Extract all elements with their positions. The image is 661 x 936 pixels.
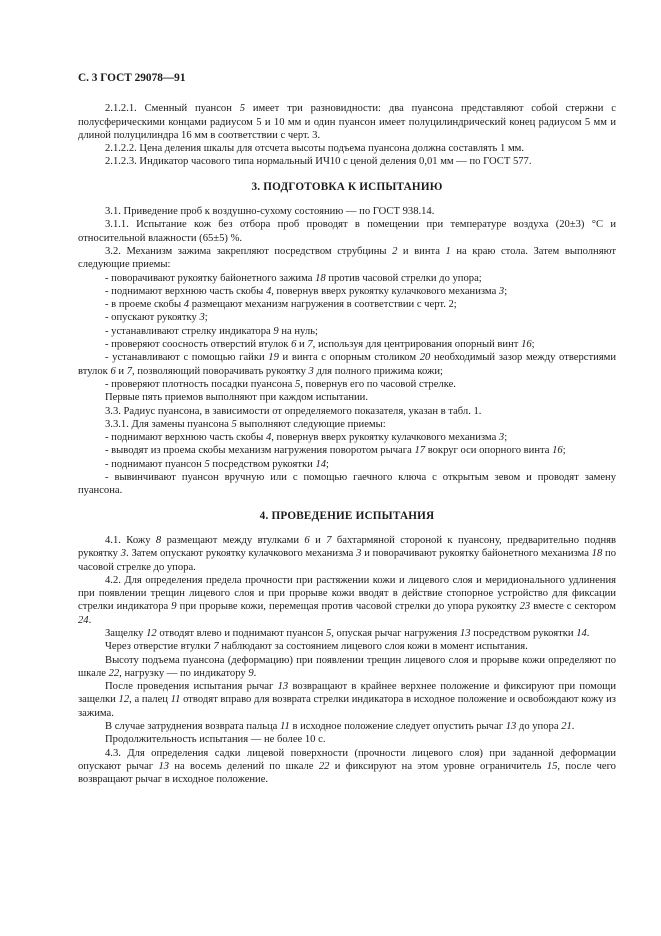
list-item: - поднимают верхнюю часть скобы 4, повернув вверх рукоятку кулачкового механизма 3; [105, 432, 508, 444]
paragraph: 2.1.2.2. Цена деления шкалы для отсчета высоты подъема пуансона должна составлять 1 мм. [105, 143, 525, 155]
page-header: С. 3 ГОСТ 29078—91 [78, 72, 186, 84]
paragraph: 3.1.1. Испытание кож без отбора проб проводят в помещении при температуре воздуха (20±3) °С и относительной влажности (65±5) %. [78, 219, 616, 244]
section-4-body [78, 534, 616, 787]
list-item: - опускают рукоятку 3; [105, 312, 208, 324]
paragraph: Защелку 12 отводят влево и поднимают пуансон 5, опуская рычаг нагружения 13 посредством рукоятки 14. [105, 627, 590, 639]
paragraph: В случае затруднения возврата пальца 11 в исходное положение следует опустить рычаг 13 до упора 21. [105, 721, 575, 733]
list-item: - поворачивают рукоятку байонетного зажима 18 против часовой стрелки до упора; [105, 272, 482, 284]
paragraph: Высоту подъема пуансона (деформацию) при появлении трещин лицевого слоя и прорыве кожи определяют по шкале 22, нагрузку — по индикатору 9. [78, 654, 616, 679]
paragraph: 2.1.2.3. Индикатор часового типа нормальный ИЧ10 с ценой деления 0,01 мм — по ГОСТ 577. [105, 156, 532, 168]
list-item: - вывинчивают пуансон вручную или с помощью гаечного ключа с открытым зевом и проводят замену пуансона. [78, 472, 616, 497]
paragraph: 3.2. Механизм зажима закрепляют посредством струбцины 2 и винта 1 на краю стола. Затем выполняют следующие приемы: [78, 245, 617, 271]
paragraph: 3.3. Радиус пуансона, в зависимости от определяемого показателя, указан в табл. 1. [105, 405, 482, 417]
intro-block [78, 102, 616, 168]
paragraph: 3.3.1. Для замены пуансона 5 выполняют следующие приемы: [105, 418, 386, 430]
paragraph: Первые пять приемов выполняют при каждом испытании. [105, 392, 368, 404]
paragraph: После проведения испытания рычаг 13 возвращают в крайнее верхнее положение и фиксируют при помощи защелки 12, а палец 11 отводят вправо для возврата стрелки индикатора в исходное положение и освобождают кожу из зажима. [78, 681, 617, 719]
list-item: - проверяют соосность отверстий втулок 6 и 7, используя для центрирования опорный винт 16; [105, 339, 535, 351]
section-4-title: 4. ПРОВЕДЕНИЕ ИСПЫТАНИЯ [259, 509, 435, 522]
list-item: - устанавливают с помощью гайки 19 и винта с опорным столиком 20 необходимый зазор между отверстиями втулок 6 и 7, позволяющий поворачивать рукоятку 3 для полного прижима кожи; [78, 352, 617, 377]
paragraph: 3.1. Приведение проб к воздушно-сухому состоянию — по ГОСТ 938.14. [105, 206, 435, 218]
paragraph: Продолжительность испытания — не более 10 с. [105, 734, 326, 746]
paragraph: 2.1.2.1. Сменный пуансон 5 имеет три разновидности: два пуансона представляют собой стержни с полусферическими концами радиусом 5 и 10 мм и один пуансон имеет полуцилиндрический конец радиусом 5 мм и длиной полуцилиндра 16 мм в соответствии с черт. 3. [78, 103, 616, 141]
paragraph: Через отверстие втулки 7 наблюдают за состоянием лицевого слоя кожи в момент испытания. [105, 641, 528, 653]
document-page [78, 70, 616, 787]
paragraph: 4.2. Для определения предела прочности при растяжении кожи и лицевого слоя и меридионального удлинения при появлении трещин лицевого слоя и при прорыве кожи вводят в действие стопорное устройство для фиксации стрелки индикатора 9 при прорыве кожи, перемещая против часовой стрелки до упора рукоятку 23 вместе с сектором 24. [78, 574, 616, 626]
list-item: - поднимают верхнюю часть скобы 4, повернув вверх рукоятку кулачкового механизма 3; [105, 285, 508, 297]
paragraph: 4.3. Для определения садки лицевой поверхности (прочности лицевого слоя) при заданной деформации опускают рычаг 13 на восемь делений по шкале 22 и фиксируют на этом уровне ограничитель 15, после чего возвращают рычаг в исходное положение. [78, 747, 616, 786]
list-item: - проверяют плотность посадки пуансона 5, повернув его по часовой стрелке. [105, 378, 456, 390]
paragraph: 4.1. Кожу 8 размещают между втулками 6 и 7 бахтармяной стороной к пуансону, предварительно подняв рукоятку 3. Затем опускают рукоятку кулачкового механизма 3 и поворачивают рукоятку байонетного механизма 18 по часовой стрелке до упора. [78, 534, 617, 573]
list-item: - поднимают пуансон 5 посредством рукоятки 14; [105, 458, 329, 470]
list-item: - в проеме скобы 4 размещают механизм нагружения в соответствии с черт. 2; [105, 299, 457, 311]
section-3-body [78, 205, 616, 498]
section-3-title: 3. ПОДГОТОВКА К ИСПЫТАНИЮ [251, 180, 443, 193]
list-item: - выводят из проема скобы механизм нагружения поворотом рычага 17 вокруг оси опорного винта 16; [105, 445, 566, 457]
list-item: - устанавливают стрелку индикатора 9 на нуль; [105, 325, 318, 337]
